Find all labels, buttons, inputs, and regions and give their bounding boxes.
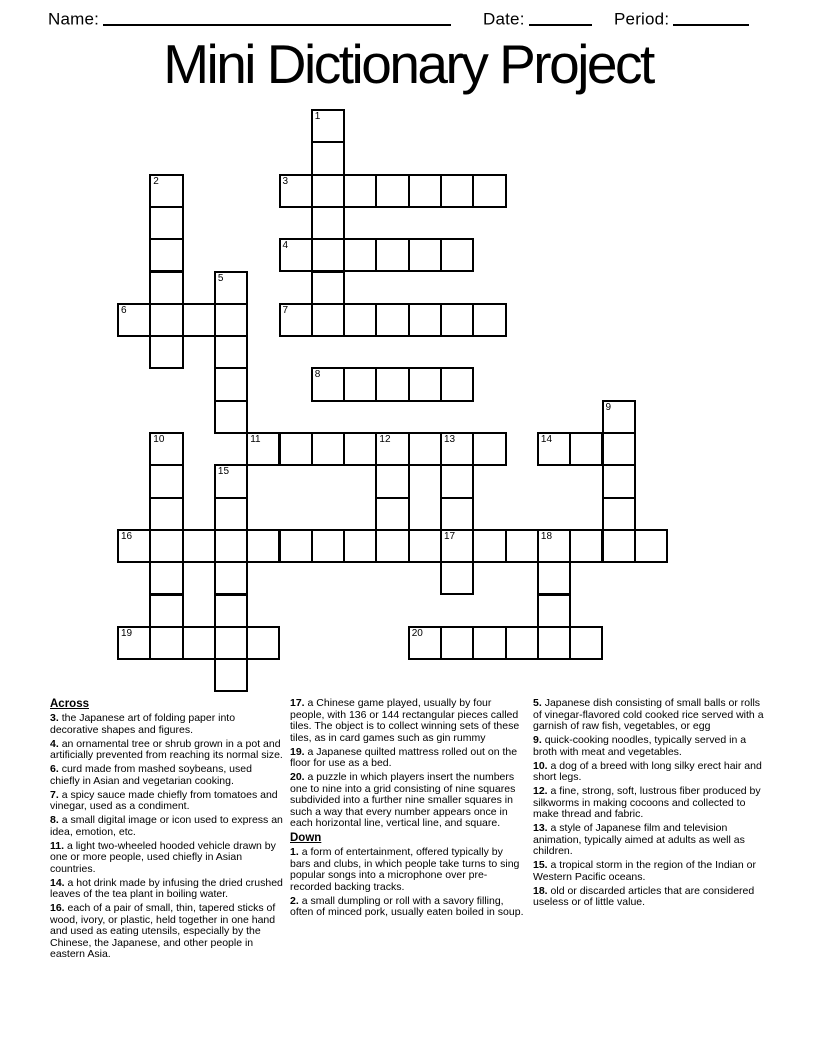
clue-number: 18. <box>533 884 551 897</box>
cell-number: 13 <box>444 434 456 445</box>
grid-cell[interactable] <box>602 497 636 531</box>
clue: 8. a small digital image or icon used to express an idea, emotion, etc. <box>50 814 283 838</box>
cell-number: 9 <box>605 401 612 413</box>
grid-cell[interactable] <box>472 303 506 337</box>
clue: 18. old or discarded articles that are considered useless or of little value. <box>533 884 755 908</box>
grid-cell[interactable] <box>602 464 636 498</box>
cell-number: 12 <box>379 434 391 445</box>
clue-column <box>50 698 283 963</box>
grid-cell[interactable] <box>343 303 377 337</box>
clue-number: 5. <box>533 697 545 709</box>
cell-number: 6 <box>121 304 127 316</box>
grid-cell[interactable] <box>408 367 442 401</box>
clue-number: 7. <box>50 788 62 801</box>
grid-cell[interactable] <box>375 238 409 272</box>
cell-number: 20 <box>411 627 423 639</box>
cell-number: 18 <box>540 530 553 542</box>
clue: 19. a Japanese quilted mattress rolled out on the floor for use as a bed. <box>290 745 518 769</box>
grid-cell[interactable] <box>375 497 409 531</box>
grid-cell[interactable] <box>214 464 248 498</box>
grid-cell[interactable] <box>149 303 183 337</box>
grid-cell[interactable] <box>149 335 183 369</box>
clue-number: 6. <box>50 763 62 775</box>
grid-cell[interactable] <box>149 626 183 660</box>
grid-cell[interactable] <box>182 529 216 563</box>
grid-cell[interactable] <box>149 497 183 531</box>
clue-number: 11. <box>50 839 67 852</box>
grid-cell[interactable] <box>505 529 539 563</box>
clue-heading: Down <box>290 832 322 844</box>
grid-cell[interactable] <box>214 367 248 401</box>
grid-cell[interactable] <box>311 141 345 175</box>
clue: 4. an ornamental tree or shrub grown in a pot and artificially prevented from reaching its normal size. <box>50 737 283 761</box>
grid-cell[interactable] <box>440 529 474 563</box>
clue: 14. a hot drink made by infusing the dried crushed leaves of the tea plant in boiling water. <box>50 876 283 900</box>
grid-cell[interactable] <box>408 238 442 272</box>
grid-cell[interactable] <box>279 174 313 208</box>
grid-cell[interactable] <box>311 174 345 208</box>
grid-cell[interactable] <box>149 174 183 208</box>
grid-cell[interactable] <box>537 561 571 595</box>
clue-number: 12. <box>533 785 551 797</box>
page-title: Mini Dictionary Project <box>163 33 653 95</box>
grid-cell[interactable] <box>214 271 248 305</box>
grid-cell[interactable] <box>246 529 280 563</box>
grid-cell[interactable] <box>375 367 409 401</box>
grid-cell[interactable] <box>149 529 183 563</box>
grid-cell[interactable] <box>440 367 474 401</box>
clue-number: 1. <box>290 846 302 858</box>
clue-number: 3. <box>50 712 62 724</box>
grid-cell[interactable] <box>440 432 474 466</box>
clue-column <box>290 698 526 921</box>
grid-cell[interactable] <box>246 432 280 466</box>
grid-cell[interactable] <box>472 529 506 563</box>
grid-cell[interactable] <box>472 174 506 208</box>
grid-cell[interactable] <box>343 367 377 401</box>
grid-cell[interactable] <box>569 432 603 466</box>
period-blank-line[interactable] <box>673 10 749 26</box>
grid-cell[interactable] <box>440 561 474 595</box>
grid-cell[interactable] <box>279 238 313 272</box>
clue-number: 15. <box>533 859 551 871</box>
cell-number: 10 <box>153 434 165 445</box>
grid-cell[interactable] <box>214 335 248 369</box>
cell-number: 3 <box>282 175 289 187</box>
cell-number: 2 <box>153 175 159 187</box>
grid-cell[interactable] <box>408 626 442 660</box>
grid-cell[interactable] <box>149 594 183 628</box>
clue-number: 9. <box>533 734 545 746</box>
grid-cell[interactable] <box>375 303 409 337</box>
grid-cell[interactable] <box>149 561 183 595</box>
cell-number: 4 <box>282 240 289 252</box>
grid-cell[interactable] <box>375 464 409 498</box>
clue-number: 20. <box>290 771 308 783</box>
grid-cell[interactable] <box>569 529 603 563</box>
grid-cell[interactable] <box>408 174 442 208</box>
clue: 5. Japanese dish consisting of small balls or rolls of vinegar-flavored cold cooked rice served with a garnish of raw fish, vegetables, or egg <box>533 697 764 732</box>
grid-cell[interactable] <box>311 529 345 563</box>
cell-number: 17 <box>444 530 456 542</box>
grid-cell[interactable] <box>408 303 442 337</box>
grid-cell[interactable] <box>214 594 248 628</box>
cell-number: 19 <box>121 627 133 639</box>
grid-cell[interactable] <box>117 626 151 660</box>
grid-cell[interactable] <box>602 432 636 466</box>
clue: 15. a tropical storm in the region of the Indian or Western Pacific oceans. <box>533 859 756 883</box>
clue: 1. a form of entertainment, offered typically by bars and clubs, in which people take turns to sing popular songs into a microphone over pre-recorded backing tracks. <box>290 846 520 893</box>
cell-number: 7 <box>282 304 289 316</box>
grid-cell[interactable] <box>149 432 183 466</box>
period-label: Period: <box>614 9 670 29</box>
grid-cell[interactable] <box>279 303 313 337</box>
grid-cell[interactable] <box>343 432 377 466</box>
grid-cell[interactable] <box>505 626 539 660</box>
grid-cell[interactable] <box>343 174 377 208</box>
clue: 10. a dog of a breed with long silky erect hair and short legs. <box>533 759 762 783</box>
grid-cell[interactable] <box>246 626 280 660</box>
grid-cell[interactable] <box>311 432 345 466</box>
grid-cell[interactable] <box>537 432 571 466</box>
clue-number: 19. <box>290 745 308 758</box>
grid-cell[interactable] <box>472 626 506 660</box>
cell-number: 14 <box>540 434 553 445</box>
grid-cell[interactable] <box>149 271 183 305</box>
clue-number: 16. <box>50 902 68 914</box>
grid-cell[interactable] <box>279 529 313 563</box>
grid-cell[interactable] <box>279 432 313 466</box>
clue-column <box>533 698 771 911</box>
clue-number: 4. <box>50 737 62 750</box>
grid-cell[interactable] <box>182 303 216 337</box>
clue: 3. the Japanese art of folding paper into decorative shapes and figures. <box>50 712 236 736</box>
grid-cell[interactable] <box>634 529 668 563</box>
clue-heading: Across <box>50 698 89 710</box>
date-blank-line[interactable] <box>529 10 592 26</box>
cell-number: 1 <box>314 111 321 122</box>
grid-cell[interactable] <box>214 400 248 434</box>
date-label: Date: <box>483 9 525 29</box>
grid-cell[interactable] <box>602 400 636 434</box>
clue: 7. a spicy sauce made chiefly from tomatoes and vinegar, used as a condiment. <box>50 788 278 812</box>
grid-cell[interactable] <box>537 626 571 660</box>
grid-cell[interactable] <box>537 529 571 563</box>
clue: 2. a small dumpling or roll with a savory filling, often of minced pork, usually eaten boiled in soup. <box>290 894 524 918</box>
grid-cell[interactable] <box>408 529 442 563</box>
grid-cell[interactable] <box>117 303 151 337</box>
grid-cell[interactable] <box>375 432 409 466</box>
grid-cell[interactable] <box>311 109 345 143</box>
grid-cell[interactable] <box>214 561 248 595</box>
clue: 11. a light two-wheeled hooded vehicle drawn by one or more people, used chiefly in Asian countries. <box>50 839 276 875</box>
grid-cell[interactable] <box>214 529 248 563</box>
name-field <box>48 8 451 29</box>
grid-cell[interactable] <box>440 497 474 531</box>
grid-cell[interactable] <box>440 464 474 498</box>
date-field <box>483 8 592 29</box>
grid-cell[interactable] <box>602 529 636 563</box>
grid-cell[interactable] <box>117 529 151 563</box>
grid-cell[interactable] <box>472 432 506 466</box>
grid-cell[interactable] <box>214 303 248 337</box>
period-field <box>614 8 749 29</box>
clue-number: 14. <box>50 876 68 889</box>
grid-cell[interactable] <box>149 206 183 240</box>
name-label: Name: <box>48 9 100 29</box>
grid-cell[interactable] <box>182 626 216 660</box>
cell-number: 15 <box>217 466 230 478</box>
clue: 20. a puzzle in which players insert the numbers one to nine into a grid consisting of nine squares subdivided into a further nine smaller squares in such a way that every number appears once in each horizontal line, vertical line, and square. <box>290 771 516 829</box>
clue: 12. a fine, strong, soft, lustrous fiber produced by silkworms in making cocoons and collected to make thread and fabric. <box>533 785 761 820</box>
grid-cell[interactable] <box>311 367 345 401</box>
clue-number: 8. <box>50 814 62 826</box>
grid-cell[interactable] <box>343 529 377 563</box>
grid-cell[interactable] <box>343 238 377 272</box>
cell-number: 11 <box>250 434 261 445</box>
grid-cell[interactable] <box>440 238 474 272</box>
grid-cell[interactable] <box>214 497 248 531</box>
clue: 9. quick-cooking noodles, typically served in a broth with meat and vegetables. <box>533 734 747 758</box>
clue-number: 13. <box>533 822 551 834</box>
clue: 13. a style of Japanese film and television animation, typically aimed at adults as well as children. <box>533 822 745 857</box>
grid-cell[interactable] <box>569 626 603 660</box>
clue: 6. curd made from mashed soybeans, used chiefly in Asian and vegetarian cooking. <box>50 763 252 787</box>
clue-number: 17. <box>290 697 308 709</box>
grid-cell[interactable] <box>375 529 409 563</box>
grid-cell[interactable] <box>214 658 248 692</box>
clue: 17. a Chinese game played, usually by four people, with 136 or 144 rectangular pieces called tiles. The object is to collect winning sets of these tiles, as in card games such as gin rummy <box>290 697 520 744</box>
grid-cell[interactable] <box>408 432 442 466</box>
clue-number: 10. <box>533 759 551 772</box>
grid-cell[interactable] <box>440 174 474 208</box>
grid-cell[interactable] <box>149 464 183 498</box>
cell-number: 5 <box>217 272 224 284</box>
clue: 16. each of a pair of small, thin, tapered sticks of wood, ivory, or plastic, held together in one hand and used as eating utensils, especially by the Chinese, the Japanese, and other people in eastern Asia. <box>50 902 276 960</box>
cell-number: 8 <box>314 369 321 381</box>
grid-cell[interactable] <box>537 594 571 628</box>
cell-number: 16 <box>121 530 133 542</box>
grid-cell[interactable] <box>311 206 345 240</box>
clue-number: 2. <box>290 894 302 907</box>
grid-cell[interactable] <box>149 238 183 272</box>
grid-cell[interactable] <box>311 238 345 272</box>
grid-cell[interactable] <box>214 626 248 660</box>
name-blank-line[interactable] <box>103 10 451 26</box>
grid-cell[interactable] <box>440 303 474 337</box>
grid-cell[interactable] <box>440 626 474 660</box>
grid-cell[interactable] <box>311 271 345 305</box>
grid-cell[interactable] <box>311 303 345 337</box>
grid-cell[interactable] <box>375 174 409 208</box>
